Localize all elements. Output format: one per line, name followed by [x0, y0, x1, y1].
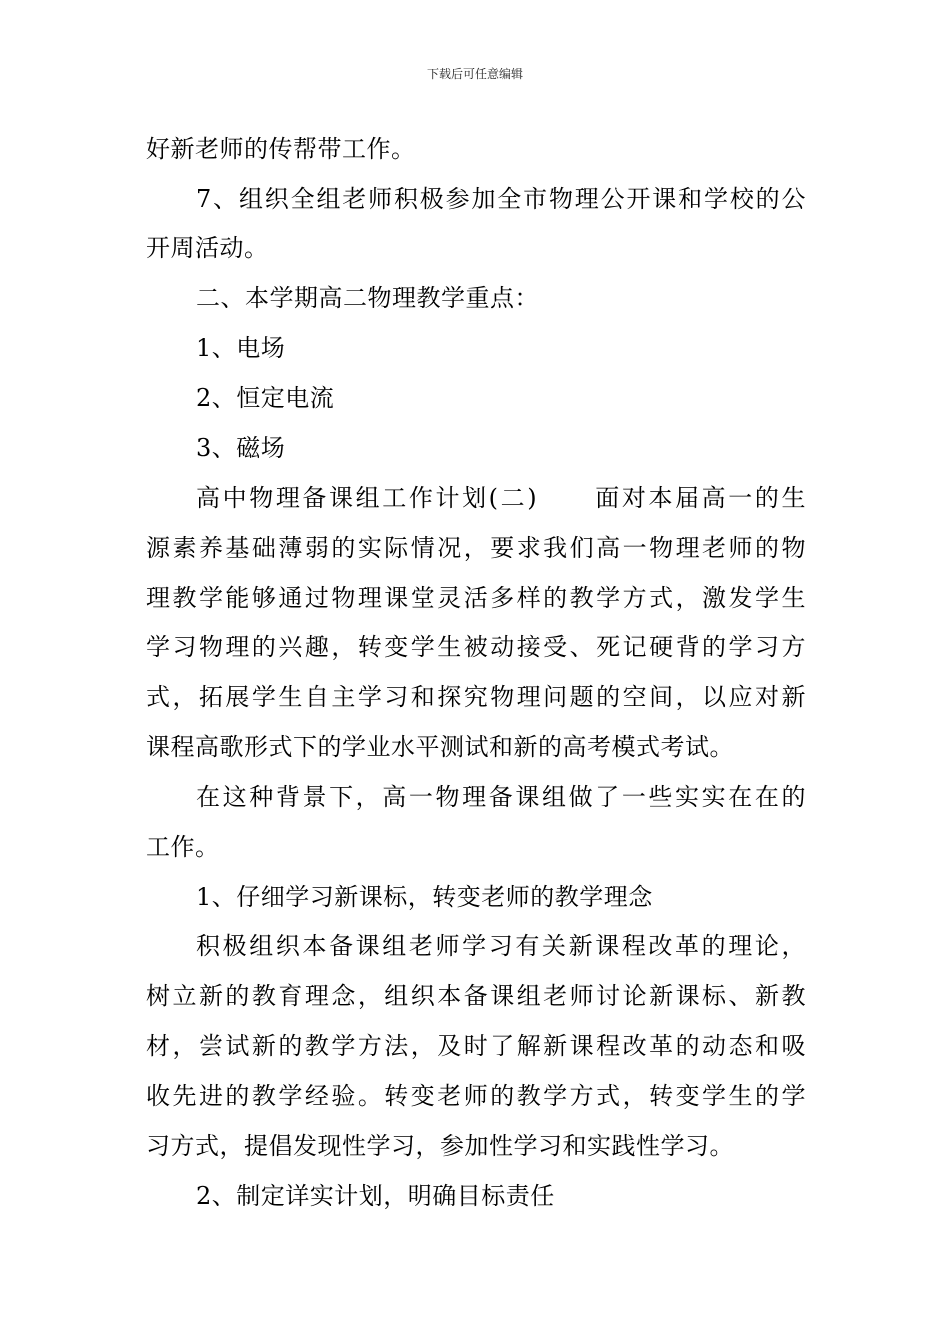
list-item: 1、电场: [196, 334, 286, 362]
section-heading: 高中物理备课组工作计划(二): [196, 484, 538, 512]
header-note: 下载后可任意编辑: [426, 67, 523, 81]
text-line: 好新老师的传帮带工作。: [146, 135, 416, 163]
list-item: 1、仔细学习新课标，转变老师的教学理念: [196, 883, 653, 911]
text-line: 收先进的教学经验。转变老师的教学方式，转变学生的学: [146, 1082, 806, 1110]
text-line: 式，拓展学生自主学习和探究物理问题的空间，以应对新: [146, 683, 806, 711]
text-line: 习方式，提倡发现性学习，参加性学习和实践性学习。: [146, 1132, 734, 1160]
list-item: 3、磁场: [196, 434, 286, 462]
text-line: 学习物理的兴趣，转变学生被动接受、死记硬背的学习方: [146, 633, 806, 661]
section-heading-line: [196, 483, 806, 513]
text-line: 二、本学期高二物理教学重点：: [196, 284, 539, 312]
text-line: 树立新的教育理念，组织本备课组老师讨论新课标、新教: [146, 982, 806, 1010]
list-item: 2、制定详实计划，明确目标责任: [196, 1182, 555, 1210]
text-line: 工作。: [146, 833, 220, 861]
list-item: 2、恒定电流: [196, 384, 335, 412]
text-line: 源素养基础薄弱的实际情况，要求我们高一物理老师的物: [146, 534, 806, 562]
text-line: 在这种背景下，高一物理备课组做了一些实实在在的: [196, 783, 806, 811]
paragraph-start: 面对本届高一的生: [593, 484, 807, 512]
text-line: 材，尝试新的教学方法，及时了解新课程改革的动态和吸: [146, 1032, 806, 1060]
text-line: 课程高歌形式下的学业水平测试和新的高考模式考试。: [146, 733, 734, 761]
text-line: 理教学能够通过物理课堂灵活多样的教学方式，激发学生: [146, 584, 806, 612]
text-line: 7、组织全组老师积极参加全市物理公开课和学校的公: [196, 185, 806, 213]
text-line: 积极组织本备课组老师学习有关新课程改革的理论，: [196, 932, 806, 960]
text-line: 开周活动。: [146, 234, 269, 262]
